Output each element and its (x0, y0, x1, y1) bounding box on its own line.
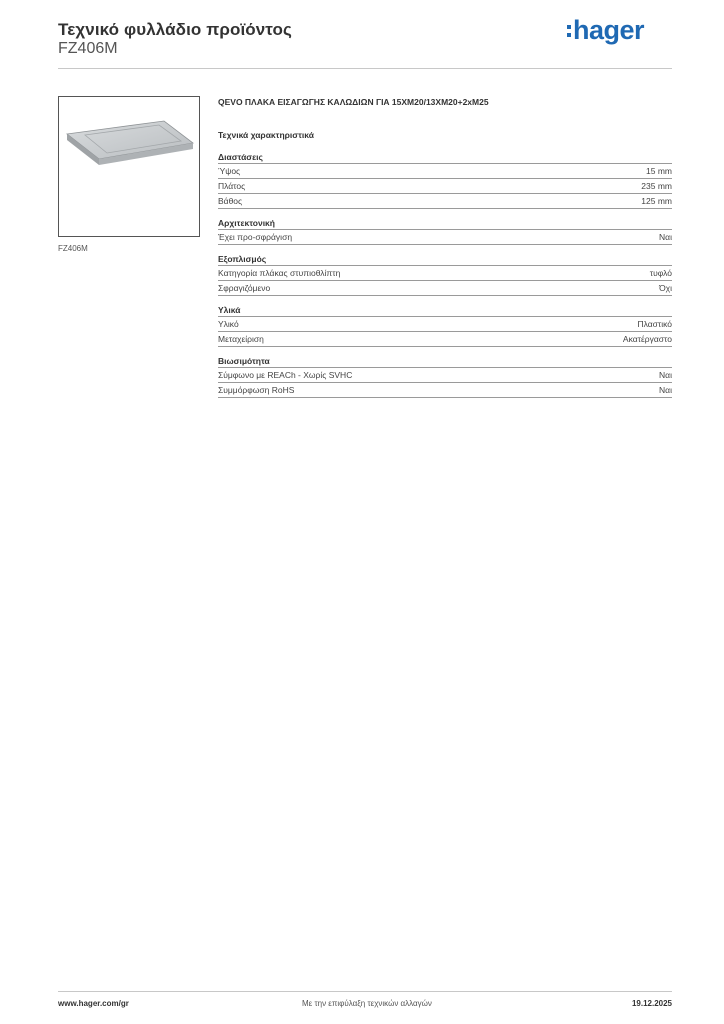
row-label: Βάθος (218, 196, 243, 206)
cable-entry-plate-image (59, 97, 199, 236)
spec-row (218, 164, 672, 179)
row-label: Πλάτος (218, 181, 246, 191)
row-label: Έχει προ-σφράγιση (218, 232, 293, 242)
spec-row (218, 383, 672, 398)
spec-group-equipment (218, 253, 672, 296)
row-value: Ναι (659, 370, 672, 380)
footer-date: 19.12.2025 (631, 999, 672, 1008)
row-label: Ύψος (218, 166, 241, 176)
group-title: Αρχιτεκτονική (218, 217, 672, 230)
row-label: Υλικό (218, 319, 239, 329)
row-value: 15 mm (646, 166, 672, 176)
group-title: Διαστάσεις (218, 151, 672, 164)
hager-logo (567, 15, 644, 46)
footer-divider (58, 991, 672, 992)
product-image (58, 96, 200, 237)
row-label: Σφραγιζόμενο (218, 283, 271, 293)
row-value: Ακατέργαστο (622, 334, 672, 344)
group-title: Εξοπλισμός (218, 253, 672, 266)
row-value: 235 mm (641, 181, 672, 191)
spec-groups (218, 151, 672, 398)
product-code: FZ406M (58, 40, 118, 57)
row-value: Όχι (659, 283, 672, 293)
row-value: τυφλό (649, 268, 672, 278)
row-value: Ναι (659, 385, 672, 395)
header-divider (58, 68, 672, 69)
spec-row (218, 230, 672, 245)
product-name: QEVO ΠΛΑΚΑ ΕΙΣΑΓΩΓΗΣ ΚΑΛΩΔΙΩΝ ΓΙΑ 15XM20/13XM20+2xM25 (218, 97, 489, 107)
image-caption: FZ406M (58, 244, 88, 253)
spec-group-dimensions (218, 151, 672, 209)
section-heading: Τεχνικά χαρακτηριστικά (218, 130, 314, 140)
row-value: 125 mm (641, 196, 672, 206)
spec-row (218, 266, 672, 281)
group-title: Βιωσιμότητα (218, 355, 672, 368)
row-label: Συμμόρφωση RoHS (218, 385, 295, 395)
specifications (218, 97, 672, 398)
spec-group-materials (218, 304, 672, 347)
spec-group-architecture (218, 217, 672, 245)
group-title: Υλικά (218, 304, 672, 317)
spec-group-sustainability (218, 355, 672, 398)
row-value: Ναι (659, 232, 672, 242)
logo-dots-icon (567, 25, 571, 37)
row-label: Μεταχείριση (218, 334, 264, 344)
footer-note: Με την επιφύλαξη τεχνικών αλλαγών (302, 999, 432, 1008)
spec-row (218, 317, 672, 332)
spec-row (218, 179, 672, 194)
logo-text: hager (573, 15, 645, 45)
spec-row (218, 332, 672, 347)
row-value: Πλαστικό (637, 319, 672, 329)
spec-row (218, 194, 672, 209)
spec-row (218, 368, 672, 383)
page-title: Τεχνικό φυλλάδιο προϊόντος (58, 20, 292, 39)
footer-url: www.hager.com/gr (58, 999, 129, 1008)
row-label: Σύμφωνο με REACh - Χωρίς SVHC (218, 370, 353, 380)
row-label: Κατηγορία πλάκας στυπιοθλίπτη (218, 268, 341, 278)
spec-row (218, 281, 672, 296)
